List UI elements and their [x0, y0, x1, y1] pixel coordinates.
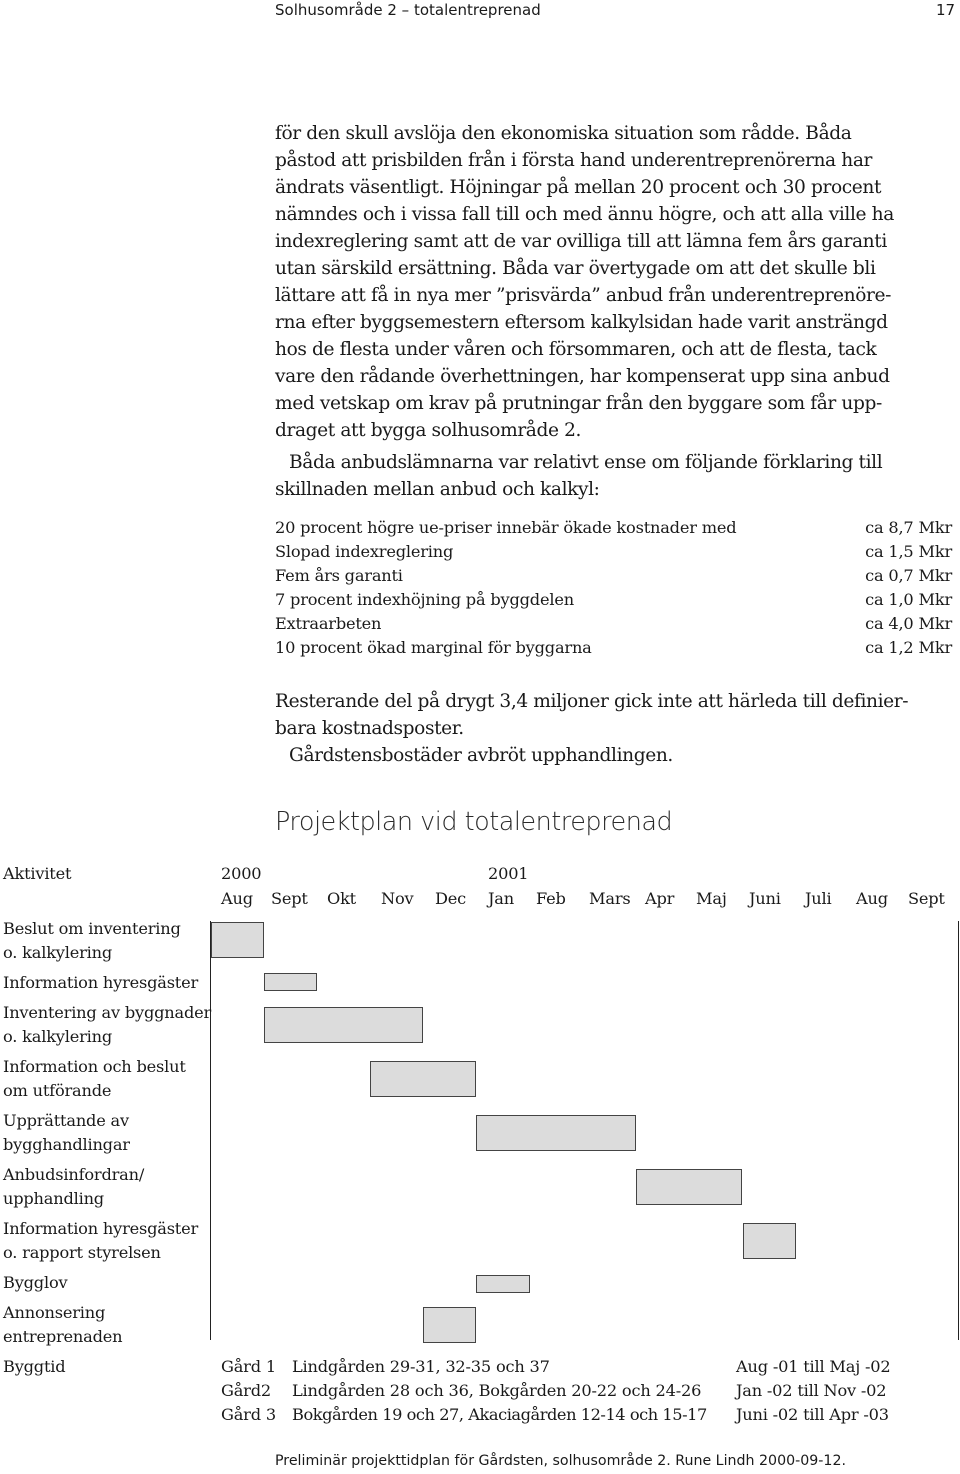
cost-item: Slopad indexreglering	[275, 542, 454, 561]
text-line: vare den rådande överhettningen, har kompenserat upp sina anbud	[275, 366, 890, 387]
activity-label: Inventering av byggnader	[3, 1003, 212, 1022]
running-header-title: Solhusområde 2 – totalentreprenad	[275, 1, 541, 19]
gard-period: Juni -02 till Apr -03	[736, 1405, 889, 1424]
text-line: indexreglering samt att de var ovilliga till att lämna fem års garanti	[275, 231, 887, 252]
cost-value: ca 0,7 Mkr	[865, 566, 952, 585]
byggtid-label: Byggtid	[3, 1357, 66, 1376]
activity-label: Information hyresgäster	[3, 973, 199, 992]
year-label: 2001	[488, 864, 529, 883]
text-line: påstod att prisbilden från i första hand underentreprenörerna har	[275, 150, 872, 171]
month-label: Jan	[488, 889, 514, 908]
gantt-bar	[636, 1169, 742, 1205]
month-label: Aug	[856, 889, 888, 908]
cost-value: ca 1,0 Mkr	[865, 590, 952, 609]
text-line: nämndes och i vissa fall till och med ännu högre, och att alla ville ha	[275, 204, 894, 225]
gantt-bar	[211, 922, 264, 958]
paragraph-4: Gårdstensbostäder avbröt upphandlingen.	[289, 745, 673, 766]
month-label: Dec	[435, 889, 467, 908]
gard-address: Bokgården 19 och 27, Akaciagården 12-14 och 15-17	[292, 1405, 707, 1424]
month-label: Nov	[381, 889, 414, 908]
gantt-bar	[476, 1275, 530, 1293]
text-line: hos de flesta under våren och försommaren, och att de flesta, tack	[275, 339, 877, 360]
activity-label: Upprättande av	[3, 1111, 129, 1130]
activity-label: Information och beslut	[3, 1057, 186, 1076]
gard-label: Gård 1	[221, 1357, 276, 1376]
page-number: 17	[936, 1, 956, 19]
month-label: Juli	[805, 889, 832, 908]
cost-row	[275, 636, 952, 660]
text-line: Båda anbudslämnarna var relativt ense om följande förklaring till	[289, 452, 883, 473]
cost-item: 7 procent indexhöjning på byggdelen	[275, 590, 574, 609]
text-line: med vetskap om krav på prutningar från den byggare som får upp-	[275, 393, 882, 414]
month-label: Okt	[327, 889, 356, 908]
text-line: lättare att få in nya mer ”prisvärda” anbud från underentreprenöre-	[275, 285, 892, 306]
grid-line	[958, 921, 959, 1340]
cost-value: ca 1,5 Mkr	[865, 542, 952, 561]
month-label: Sept	[271, 889, 308, 908]
activity-label: o. kalkylering	[3, 1027, 113, 1046]
cost-row	[275, 540, 952, 564]
month-label: Aug	[221, 889, 253, 908]
activity-label: Beslut om inventering	[3, 919, 181, 938]
month-label: Maj	[696, 889, 727, 908]
text-line: skillnaden mellan anbud och kalkyl:	[275, 479, 600, 500]
month-label: Feb	[536, 889, 566, 908]
cost-row	[275, 612, 952, 636]
cost-value: ca 4,0 Mkr	[865, 614, 952, 633]
month-label: Apr	[645, 889, 675, 908]
gantt-bar	[264, 1007, 423, 1043]
text-line: rna efter byggsemestern eftersom kalkylsidan hade varit ansträngd	[275, 312, 888, 333]
cost-item: 20 procent högre ue-priser innebär ökade kostnader med	[275, 518, 737, 537]
text-line: draget att bygga solhusområde 2.	[275, 420, 582, 441]
month-label: Juni	[749, 889, 781, 908]
cost-value: ca 8,7 Mkr	[865, 518, 952, 537]
cost-value: ca 1,2 Mkr	[865, 638, 952, 657]
gantt-bar	[264, 973, 317, 991]
month-label: Sept	[908, 889, 945, 908]
grid-line	[210, 921, 211, 1340]
gard-label: Gård2	[221, 1381, 271, 1400]
cost-item: 10 procent ökad marginal för byggarna	[275, 638, 592, 657]
activity-label: Bygglov	[3, 1273, 68, 1292]
cost-row	[275, 564, 952, 588]
cost-item: Fem års garanti	[275, 566, 403, 585]
cost-row	[275, 588, 952, 612]
activity-label: upphandling	[3, 1189, 104, 1208]
gantt-bar	[370, 1061, 476, 1097]
cost-row	[275, 516, 952, 540]
figure-caption: Preliminär projekttidplan för Gårdsten, solhusområde 2. Rune Lindh 2000-09-12.	[275, 1453, 846, 1469]
activity-label: Annonsering	[3, 1303, 106, 1322]
gantt-bar	[423, 1307, 476, 1343]
section-heading: Projektplan vid totalentreprenad	[275, 807, 673, 837]
text-line: utan särskild ersättning. Båda var övertygade om att det skulle bli	[275, 258, 876, 279]
activity-label: Anbudsinfordran/	[3, 1165, 145, 1184]
gantt-bar	[743, 1223, 796, 1259]
activity-label: entreprenaden	[3, 1327, 123, 1346]
month-label: Mars	[589, 889, 631, 908]
gard-address: Lindgården 29-31, 32-35 och 37	[292, 1357, 550, 1376]
activity-label: o. rapport styrelsen	[3, 1243, 161, 1262]
year-label: 2000	[221, 864, 262, 883]
text-line: ändrats väsentligt. Höjningar på mellan 20 procent och 30 procent	[275, 177, 882, 198]
gard-label: Gård 3	[221, 1405, 276, 1424]
activity-label: bygghandlingar	[3, 1135, 130, 1154]
activity-column-header: Aktivitet	[3, 864, 72, 883]
activity-label: om utförande	[3, 1081, 112, 1100]
gantt-bar	[476, 1115, 636, 1151]
gard-period: Jan -02 till Nov -02	[736, 1381, 887, 1400]
gard-period: Aug -01 till Maj -02	[736, 1357, 891, 1376]
text-line: bara kostnadsposter.	[275, 718, 464, 739]
activity-label: o. kalkylering	[3, 943, 113, 962]
cost-item: Extraarbeten	[275, 614, 382, 633]
activity-label: Information hyresgäster	[3, 1219, 199, 1238]
text-line: Resterande del på drygt 3,4 miljoner gick inte att härleda till definier-	[275, 691, 909, 712]
gard-address: Lindgården 28 och 36, Bokgården 20-22 och 24-26	[292, 1381, 702, 1400]
text-line: för den skull avslöja den ekonomiska situation som rådde. Båda	[275, 123, 852, 144]
